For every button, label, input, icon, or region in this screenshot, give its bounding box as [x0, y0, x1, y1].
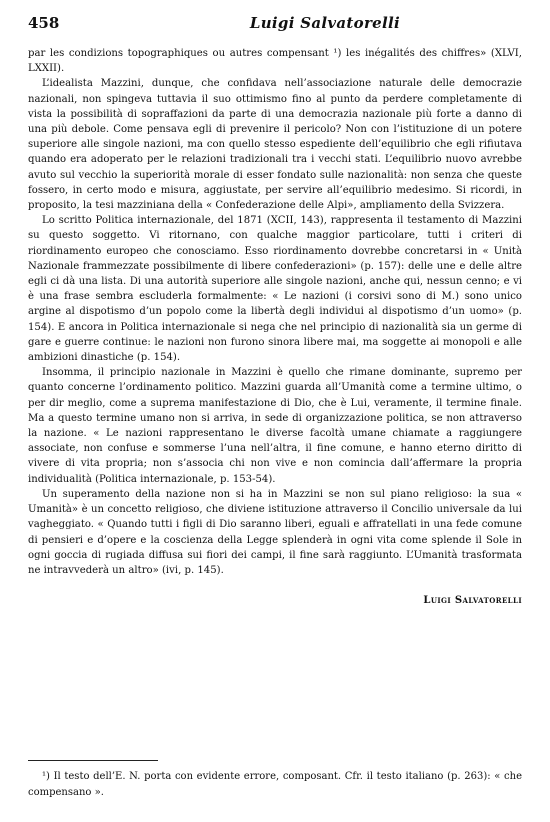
- footnotes: [28, 760, 522, 801]
- paragraph: Un superamento della nazione non si ha in Mazzini se non sul piano religioso: la sua « Umanità» è un concetto religioso, che diviene istituzione attraverso il Concilio universale da lui vagheggiato. « Quando tutti i figli di Dio saranno liberi, eguali e affratellati in una fede comune di pensieri e d’opere e la coscienza della Legge splenderà in ogni vita come splende il Sole in ogni goccia di rugiada diffusa sui fiori dei campi, il fine sarà raggiunto. L’Umanità trasformata ne intravvederà un altro» (ivi, p. 145).: [28, 488, 522, 576]
- paragraph: Insomma, il principio nazionale in Mazzini è quello che rimane dominante, supremo per quanto concerne l’ordinamento politico. Mazzini guarda all’Umanità come a termine ultimo, o per dir meglio, come a suprema manifestazione di Dio, che è Lui, veramente, il termine finale. Ma a questo termine umano non si arriva, in sede di organizzazione politica, se non attraverso la nazione. « Le nazioni rappresentano le diverse facoltà umane chiamate a raggiungere associate, non confuse e sommerse l’una nell’altra, il fine comune, e hanno eterno diritto di vivere di vita propria; non s’associa chi non vive e non comincia dall’affermare la propria individualità (Politica internazionale, p. 153-54).: [28, 367, 522, 485]
- author-signature: Luigi Salvatorelli: [423, 595, 522, 607]
- paragraph: Lo scritto Politica internazionale, del 1871 (XCII, 143), rappresenta il testamento di Mazzini su questo soggetto. Vi ritornano, con qualche maggior particolare, tutti i criteri di riordinamento europeo che conosciamo. Esso riordinamento dovrebbe concretarsi in « Unità Nazionale frammezzate possibilmente di libere confederazioni» (p. 157): delle une e delle altre egli ci dà una lista. Di una autorità superiore alle singole nazioni, anche qui, nessun cenno; e vi è una frase sembra escluderla formalmente: « Le nazioni (i corsivi sono di M.) sono unico argine al dispotismo d’un popolo come la libertà degli individui al dispotismo d’un uomo» (p. 154). E ancora in Politica internazionale si nega che nel principio di nazionalità sia un germe di gare e guerre continue: le nazioni non furono sinora libere mai, ma soggette ai monopoli e alle ambizioni dinastiche (p. 154).: [28, 215, 522, 364]
- footnote-rule: [28, 760, 158, 761]
- footnote: ¹) Il testo dell’E. N. porta con evidente errore, composant. Cfr. il testo italiano (p. 263): « che compensano ».: [28, 771, 522, 798]
- page: [28, 14, 522, 606]
- page-header: [28, 14, 522, 38]
- running-head: Luigi Salvatorelli: [249, 14, 400, 32]
- page-number: 458: [28, 14, 60, 32]
- body-text: [28, 46, 522, 578]
- paragraph: L’idealista Mazzini, dunque, che confidava nell’associazione naturale delle democrazie nazionali, non spingeva tuttavia il suo ottimismo fino al punto da perdere completamente di vista la possibilità di sopraffazioni da parte di una democrazia nazionale più forte a danno di una più debole. Come pensava egli di prevenire il pericolo? Non con l’istituzione di un potere superiore alle singole nazioni, ma con quello stesso espediente dell’equilibrio che egli rifiutava quando era adoperato per le relazioni tradizionali tra i vecchi stati. L’equilibrio nuovo avrebbe avuto sul vecchio la superiorità morale di esser fondato sulle nazionalità: non senza che queste fossero, in certo modo e misura, aggiustate, per servire all’equilibrio medesimo. Si ricordi, in proposito, la tesi mazziniana della « Confederazione delle Alpi», ampliamento della Svizzera.: [28, 78, 522, 212]
- paragraph: par les condizions topographiques ou autres compensant ¹) les inégalités des chiffres» (XLVI, LXXII).: [28, 48, 522, 75]
